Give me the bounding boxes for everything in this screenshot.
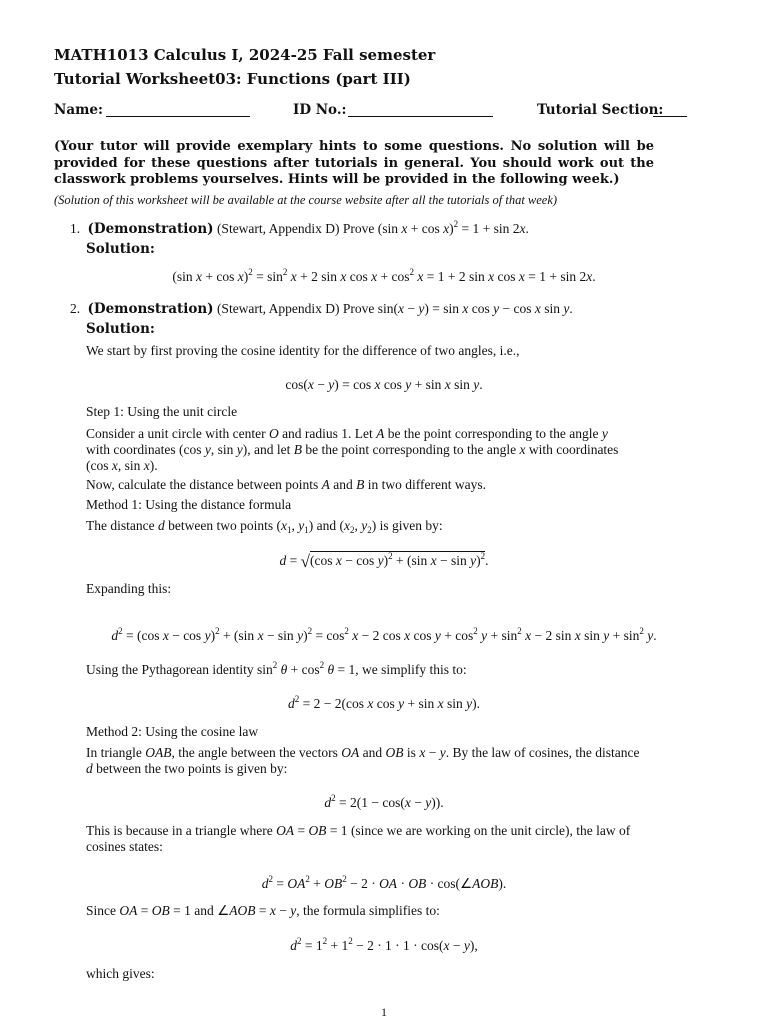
triangle-line-1: In triangle OAB, the angle between the vectors OA and OB is x − y. By the law of cosines, the distance bbox=[86, 745, 640, 760]
expanding-label: Expanding this: bbox=[86, 581, 172, 596]
tutor-notice: (Your tutor will provide exemplary hints to some questions. No solution will be provided for these questions after tutorials in general. You should work out the classwork problems yourselves. Hints will be provided in the following week.) bbox=[54, 139, 654, 187]
now-calc-a: Now, calculate the distance between points bbox=[86, 477, 319, 492]
and-let-text: , and let bbox=[247, 442, 291, 457]
tri-f: between the two points is given by: bbox=[96, 761, 288, 776]
because-line-1: This is because in a triangle where OA = OB = 1 (since we are working on the unit circle), the law of bbox=[86, 823, 631, 838]
since-a: Since bbox=[86, 903, 116, 918]
tri-d: is bbox=[406, 745, 416, 760]
consider-text-a: Consider a unit circle with center bbox=[86, 426, 266, 441]
triangle-line-2: d between the two points is given by: bbox=[86, 761, 288, 776]
q1-number: 1. bbox=[70, 221, 81, 236]
q2-statement: sin(x − y) = sin x cos y − cos x sin y. bbox=[377, 301, 573, 316]
method1-heading: Method 1: Using the distance formula bbox=[86, 497, 292, 512]
law-of-cosines-equation: $d^2 = OA^2 + OB^2 - 2$ · OA · OB · cos(∠AOB). bbox=[261, 874, 507, 891]
consider-line-3: (cos x, sin x). bbox=[86, 458, 158, 473]
q2-number: 2. bbox=[70, 301, 81, 316]
name-blank[interactable] bbox=[106, 116, 250, 117]
pyth-a: Using the Pythagorean identity bbox=[86, 662, 254, 677]
now-calc-c: in two different ways. bbox=[367, 477, 487, 492]
now-calc-b: and bbox=[333, 477, 353, 492]
pythagorean-line: Using the Pythagorean identity $\sin^2 \theta + \cos^2 \theta = 1$, we simplify this to: bbox=[86, 660, 467, 677]
q2-solution-label: Solution: bbox=[86, 321, 155, 337]
because-b: (since we are working on the unit circle), the law of bbox=[350, 823, 631, 838]
distance-intro-line: The distance d between two points ($x_1$, $y_1$) and ($x_2$, $y_2$) is given by: bbox=[86, 518, 443, 535]
consider-line-1: Consider a unit circle with center O and radius 1. Let A be the point corresponding to the angle y bbox=[86, 426, 608, 441]
because-a: This is because in a triangle where bbox=[86, 823, 273, 838]
since-line: Since OA = OB = 1 and ∠AOB = x − y, the formula simplifies to: bbox=[86, 903, 440, 918]
q1-solution-equation: (sin $x + \cos x)^2 = \sin^2 x + 2$ sin x $\cos x + \cos^2 x = 1 + 2$ sin x cos x = 1 + sin 2x. bbox=[172, 267, 596, 284]
q1-statement: (sin x + cos x)$^2$ = 1 + sin 2x. bbox=[377, 219, 529, 236]
expanded-distance-equation: $d^2 = (\cos$ x − cos y)$^2$ + (sin $x - \sin y)^2 = \cos^2 x - 2$ cos x $\cos y + \cos^2 y + \sin^2 x - 2$ sin x $\sin y + \sin^2 y$. bbox=[111, 626, 657, 643]
q2-ref: (Stewart, Appendix D) Prove bbox=[216, 301, 375, 316]
section-blank[interactable] bbox=[653, 116, 687, 117]
dist-b: between two points bbox=[168, 518, 274, 533]
since-c: , the formula simplifies to: bbox=[296, 903, 440, 918]
unit-circle-cosine-law: $d^2 = 1^2 + 1^2 - 2 \cdot 1 \cdot 1 \cdot \cos(x - y)$, bbox=[290, 936, 478, 953]
tri-b: , the angle between the vectors bbox=[171, 745, 338, 760]
since-b: and bbox=[194, 903, 214, 918]
simplified-distance-equation: $d^2 = 2 - 2(\cos$ x cos y + sin x sin y). bbox=[288, 694, 480, 711]
dist-d: is given by: bbox=[379, 518, 443, 533]
dist-a: The distance bbox=[86, 518, 155, 533]
consider-text-c: be the point corresponding to the angle bbox=[387, 426, 599, 441]
method2-heading: Method 2: Using the cosine law bbox=[86, 724, 259, 739]
name-label: Name: bbox=[54, 102, 103, 118]
be-point-text: be the point corresponding to the angle bbox=[305, 442, 517, 457]
q2-line bbox=[70, 301, 573, 317]
tri-a: In triangle bbox=[86, 745, 142, 760]
solution-notice: (Solution of this worksheet will be available at the course website after all the tutorials of that week) bbox=[54, 193, 558, 207]
page-number: 1 bbox=[381, 1005, 387, 1019]
id-label: ID No.: bbox=[293, 102, 347, 118]
pyth-b: , we simplify this to: bbox=[355, 662, 467, 677]
with-coords-text: with coordinates bbox=[86, 442, 176, 457]
worksheet-title: Tutorial Worksheet03: Functions (part III) bbox=[54, 70, 411, 88]
because-line-2: cosines states: bbox=[86, 839, 163, 854]
q2-intro: We start by first proving the cosine identity for the difference of two angles, i.e., bbox=[86, 343, 520, 358]
q1-ref: (Stewart, Appendix D) Prove bbox=[216, 221, 375, 236]
tri-e: . By the law of cosines, the distance bbox=[445, 745, 640, 760]
q1-solution-label: Solution: bbox=[86, 241, 155, 257]
which-gives: which gives: bbox=[86, 966, 155, 981]
q2-tag: (Demonstration) bbox=[87, 301, 214, 317]
consider-text-b: and radius 1. Let bbox=[282, 426, 373, 441]
distance-formula: d = √(cos x − cos y)$^2$ + (sin x − sin y)$^2$. bbox=[279, 551, 489, 571]
with-coords2-text: with coordinates bbox=[528, 442, 619, 457]
q1-tag: (Demonstration) bbox=[87, 221, 214, 237]
consider-line-2: with coordinates (cos y, sin y), and let B be the point corresponding to the angle x with coordinates bbox=[86, 442, 619, 457]
tri-c: and bbox=[362, 745, 383, 760]
now-calc-line: Now, calculate the distance between points A and B in two different ways. bbox=[86, 477, 487, 492]
dist-c: and bbox=[316, 518, 337, 533]
q1-line bbox=[70, 221, 529, 237]
course-title: MATH1013 Calculus I, 2024-25 Fall semester bbox=[54, 46, 436, 64]
cosine-difference-identity: cos(x − y) = cos x cos y + sin x sin y. bbox=[285, 377, 483, 392]
section-label: Tutorial Section: bbox=[537, 102, 664, 118]
id-blank[interactable] bbox=[348, 116, 493, 117]
cosine-law-distance: $d^2 = 2(1 - \cos(x - y))$. bbox=[324, 793, 444, 810]
step1-heading: Step 1: Using the unit circle bbox=[86, 404, 238, 419]
